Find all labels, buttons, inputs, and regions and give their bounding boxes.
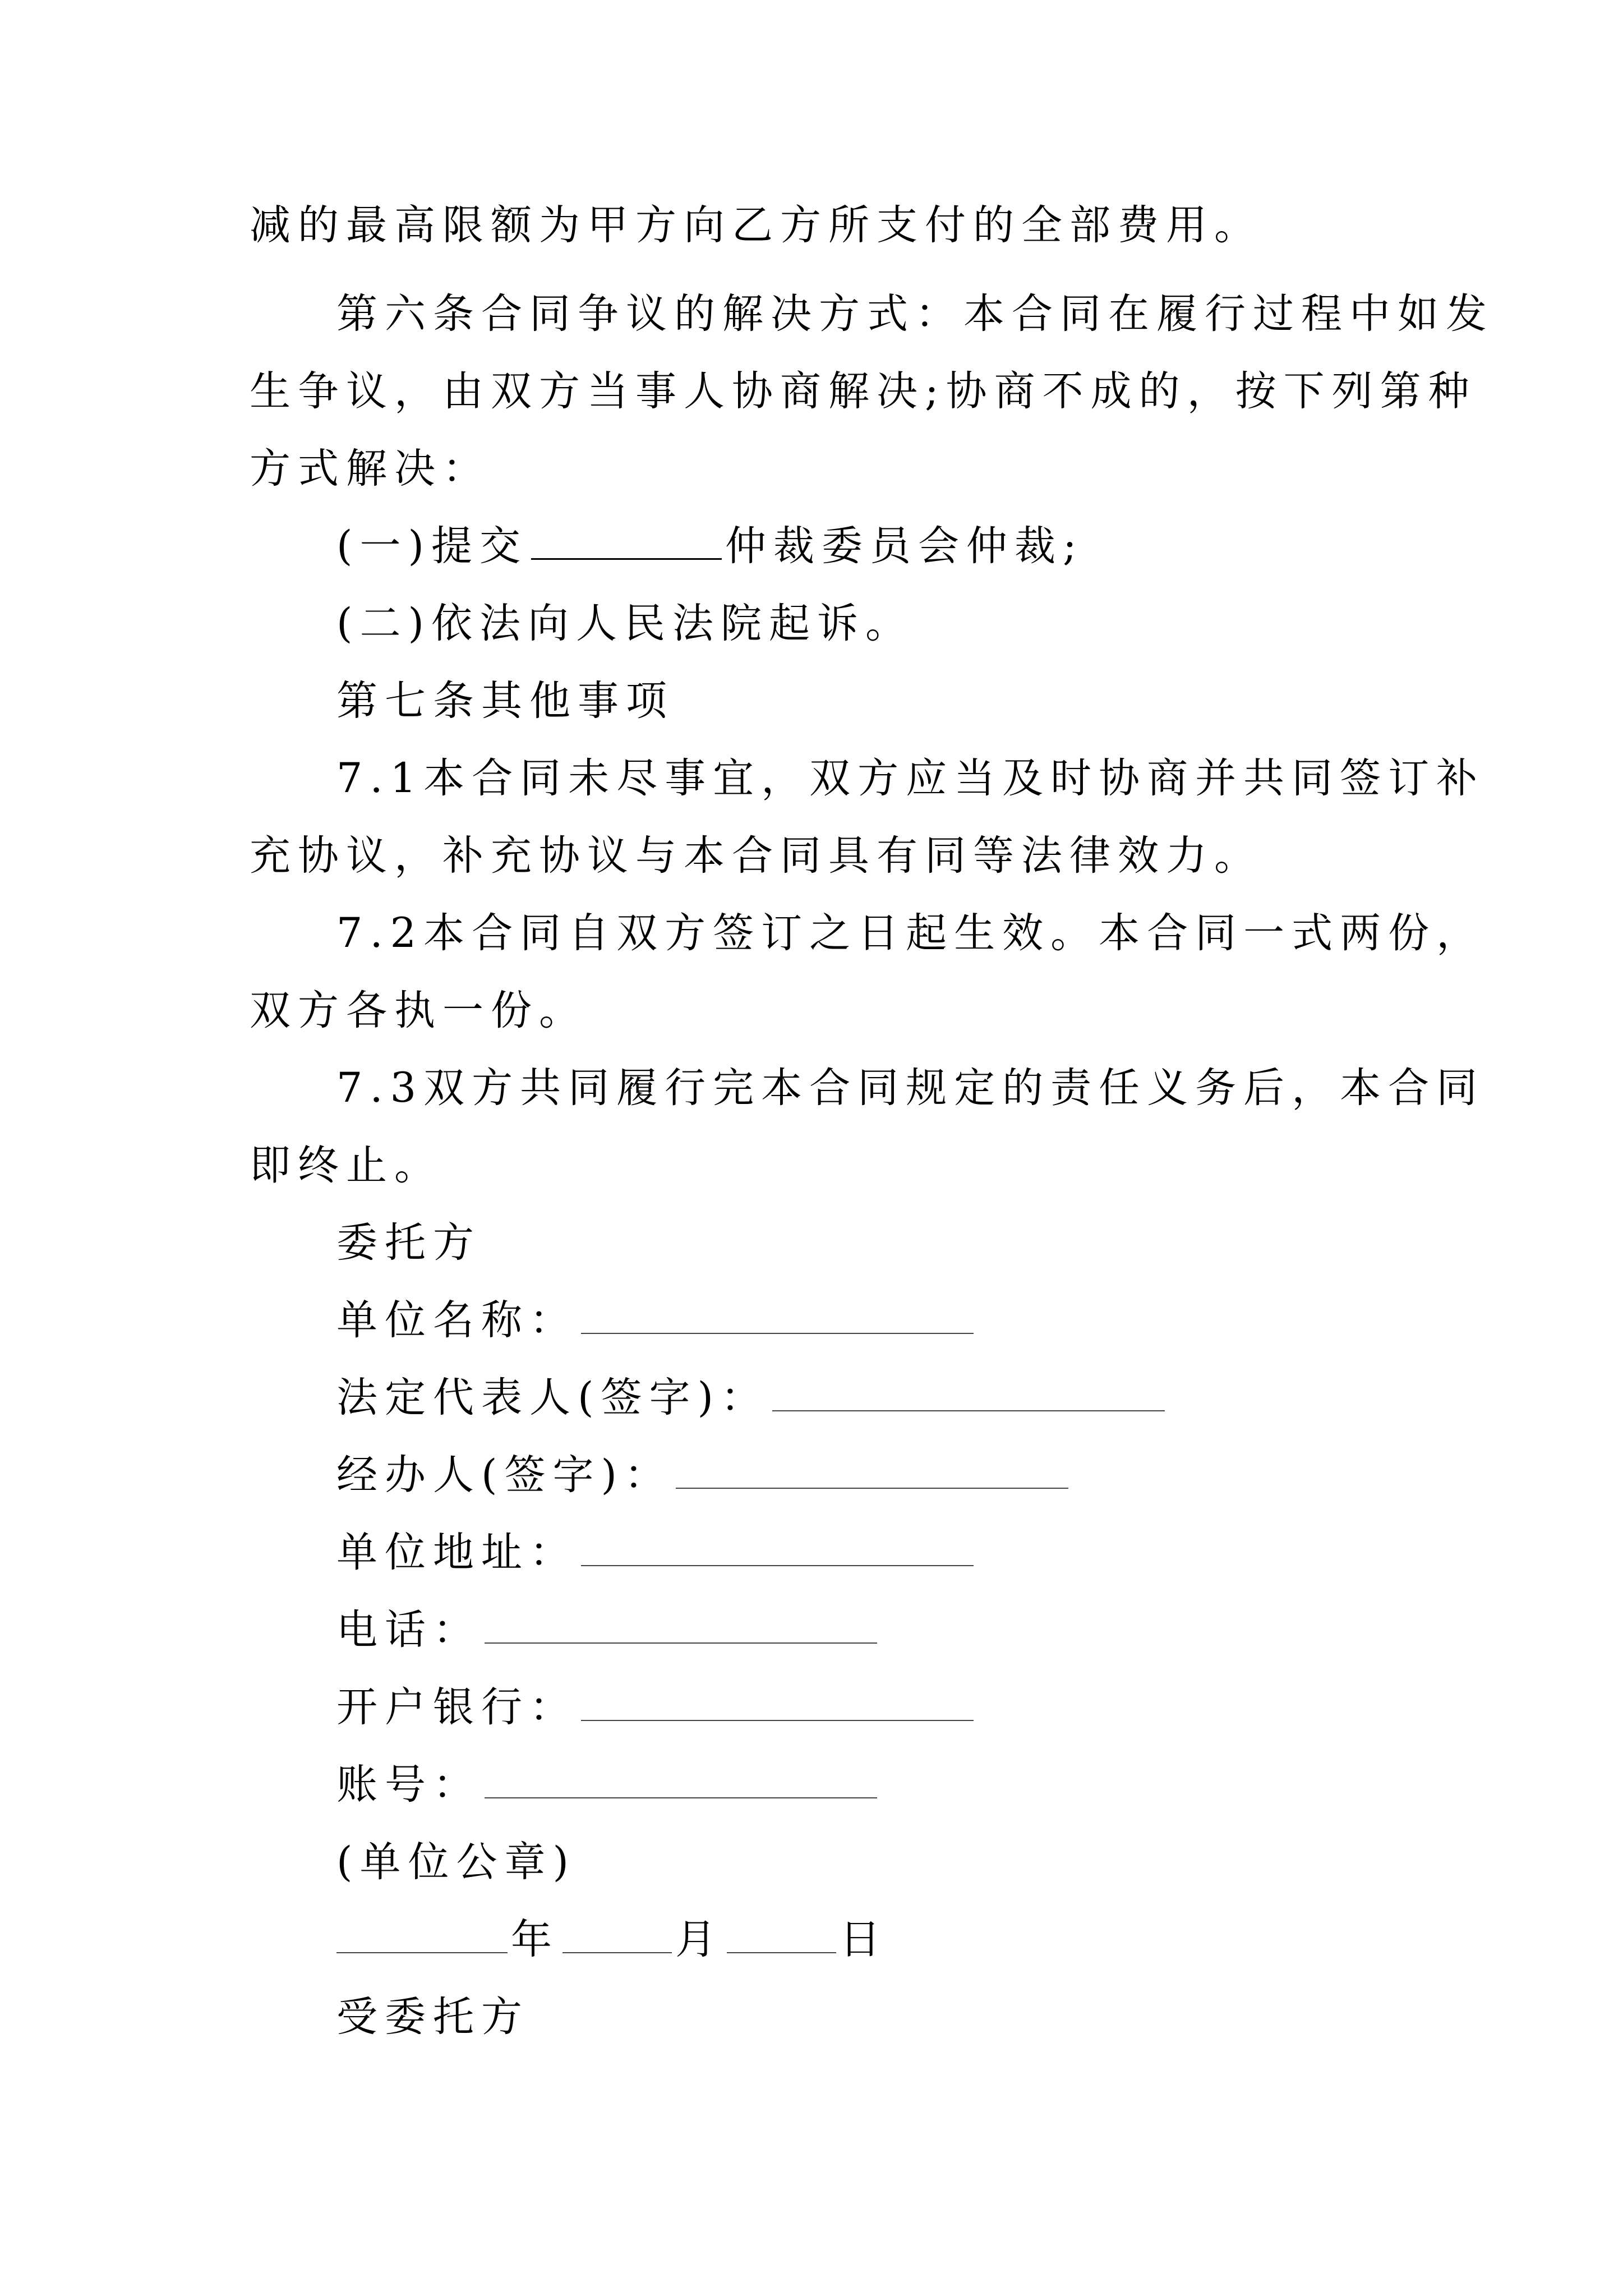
account-field[interactable] (485, 1758, 877, 1798)
phone-field[interactable] (485, 1603, 877, 1644)
bank-field[interactable] (581, 1681, 974, 1721)
account-label: 账号： (336, 1761, 481, 1809)
trustee-heading (336, 1989, 529, 2045)
article6-text-3: 方式解决： (250, 445, 491, 493)
agent-signature-field[interactable] (676, 1448, 1068, 1489)
article6-line-2 (250, 364, 1477, 420)
month-label: 月 (675, 1916, 723, 1963)
liability-limit-line (250, 197, 1262, 254)
client-bank-row (336, 1680, 977, 1736)
legal-rep-signature-field[interactable] (772, 1371, 1165, 1411)
seal-label: (单位公章) (336, 1838, 576, 1886)
clause-7-1-text-2: 充协议，补充协议与本合同具有同等法律效力。 (250, 832, 1262, 880)
clause-7-2-line-1 (336, 905, 1484, 961)
bank-label: 开户银行： (336, 1683, 578, 1731)
client-account-row (336, 1757, 880, 1813)
year-field[interactable] (336, 1913, 508, 1953)
clause-7-1-line-1 (336, 751, 1484, 807)
day-label: 日 (840, 1916, 888, 1963)
arbitration-option (336, 518, 1084, 574)
client-address-row (336, 1525, 977, 1581)
litigation-option (336, 596, 914, 652)
arbitration-committee-blank[interactable] (531, 519, 722, 560)
client-heading-text: 委托方 (336, 1219, 481, 1267)
clause-7-1-line-2 (250, 828, 1262, 884)
clause-7-1-text-1: 7.1本合同未尽事宜，双方应当及时协商并共同签订补 (336, 754, 1485, 802)
agent-label: 经办人(签字)： (336, 1451, 672, 1499)
legal-rep-label: 法定代表人(签字)： (336, 1374, 769, 1421)
client-seal-row (336, 1834, 576, 1890)
arbitration-prefix: (一)提交 (336, 522, 528, 570)
liability-limit-text: 减的最高限额为甲方向乙方所支付的全部费用。 (250, 201, 1262, 249)
article7-heading (336, 673, 674, 729)
article6-line-3 (250, 441, 491, 497)
article6-line-1 (336, 286, 1494, 342)
address-label: 单位地址： (336, 1529, 578, 1576)
client-unit-name-row (336, 1292, 977, 1349)
client-heading (336, 1215, 481, 1271)
clause-7-2-text-1: 7.2本合同自双方签订之日起生效。本合同一式两份， (336, 909, 1485, 957)
year-label: 年 (511, 1916, 559, 1963)
trustee-heading-text: 受委托方 (336, 1993, 529, 2041)
client-date-row (336, 1912, 888, 1968)
clause-7-2-line-2 (250, 983, 587, 1039)
arbitration-suffix: 仲裁委员会仲裁; (725, 522, 1084, 570)
article6-text-2: 生争议，由双方当事人协商解决;协商不成的，按下列第种 (250, 367, 1477, 415)
client-agent-row (336, 1447, 1072, 1503)
clause-7-3-line-2 (250, 1138, 442, 1194)
article6-text-1: 第六条合同争议的解决方式：本合同在履行过程中如发 (336, 290, 1494, 338)
unit-name-field[interactable] (581, 1294, 974, 1334)
month-field[interactable] (562, 1913, 672, 1953)
clause-7-2-text-2: 双方各执一份。 (250, 987, 587, 1034)
clause-7-3-text-1: 7.3双方共同履行完本合同规定的责任义务后，本合同 (336, 1064, 1485, 1112)
client-phone-row (336, 1602, 880, 1658)
article7-title: 第七条其他事项 (336, 677, 674, 725)
client-legal-rep-row (336, 1370, 1168, 1426)
clause-7-3-text-2: 即终止。 (250, 1142, 442, 1189)
litigation-text: (二)依法向人民法院起诉。 (336, 600, 914, 647)
day-field[interactable] (727, 1913, 836, 1953)
unit-name-label: 单位名称： (336, 1296, 578, 1344)
address-field[interactable] (581, 1526, 974, 1566)
clause-7-3-line-1 (336, 1060, 1484, 1116)
phone-label: 电话： (336, 1606, 481, 1654)
